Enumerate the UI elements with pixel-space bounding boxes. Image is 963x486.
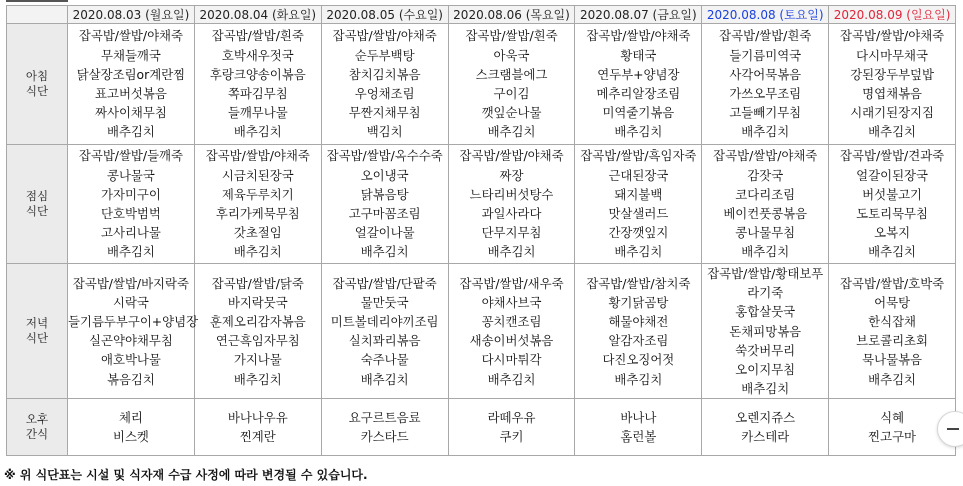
menu-item: 표고버섯볶음: [95, 86, 167, 101]
menu-cell: [702, 145, 829, 264]
menu-item: 황태국: [620, 47, 657, 63]
menu-item: 식혜: [880, 410, 905, 426]
menu-item: 메추리알장조림: [596, 86, 681, 101]
menu-item: 잡곡밥/쌀밥/야채죽: [332, 28, 437, 44]
menu-item: 감잣국: [747, 167, 784, 183]
menu-item: 사각어묵볶음: [729, 66, 802, 82]
menu-item: 잡곡밥/쌀밥/흑임자죽: [580, 148, 697, 164]
meal-plan-table: [6, 5, 956, 456]
menu-item: 쑥갓버무리: [735, 342, 796, 358]
menu-item: 숙주나물: [360, 352, 409, 368]
menu-item: 잡곡밥/쌀밥/견과죽: [840, 148, 945, 164]
menu-item: 시락국: [112, 294, 149, 310]
menu-item: 미역줄기볶음: [602, 105, 675, 121]
menu-item: 코다리조림: [735, 186, 796, 202]
menu-item: 배추김치: [487, 371, 536, 387]
menu-item: 잡곡밥/쌀밥/야채죽: [78, 28, 183, 44]
menu-item: 배추김치: [233, 124, 282, 140]
day-header: 2020.08.06 (목요일): [448, 6, 575, 24]
menu-item: 베이컨풋콩볶음: [723, 206, 808, 221]
menu-item: 배추김치: [233, 244, 282, 260]
menu-item: 물만둣국: [360, 294, 409, 310]
menu-item: 배추김치: [741, 244, 790, 260]
menu-item: 후랑크양송이볶음: [209, 66, 306, 82]
menu-item: 잡곡밥/쌀밥/들깨죽: [78, 148, 183, 164]
menu-item: 잡곡밥/쌀밥/옥수수죽: [326, 148, 443, 164]
row-label-bottom: 식단: [25, 84, 49, 98]
row-label-top: 오후: [25, 412, 49, 427]
menu-item: 야채사브국: [481, 294, 542, 310]
menu-item: 한식잡채: [868, 314, 917, 329]
breakfast-row: [7, 24, 956, 145]
menu-item: 잡곡밥/쌀밥/닭죽: [211, 275, 304, 291]
menu-item: 단호박범벅: [101, 206, 161, 221]
menu-cell: [575, 145, 702, 264]
menu-item: 해물야채전: [608, 314, 669, 329]
menu-cell: [68, 145, 195, 264]
menu-item: 애호박나물: [101, 352, 161, 368]
menu-cell: [702, 24, 829, 145]
menu-item: 깻잎순나물: [481, 105, 542, 121]
menu-item: 꽁치캔조림: [481, 314, 542, 329]
menu-item: 짜사이채무침: [95, 105, 167, 121]
day-header: 2020.08.03 (월요일): [68, 6, 195, 24]
menu-cell: [575, 399, 702, 456]
row-label-top: 저녁: [25, 316, 49, 331]
row-label-bottom: 식단: [25, 331, 49, 346]
menu-item: 맛살샐러드: [608, 206, 669, 221]
menu-cell: [448, 145, 575, 264]
menu-item: 배추김치: [233, 371, 282, 387]
menu-item: 찐계란: [239, 429, 276, 445]
menu-item: 오이지무침: [735, 362, 796, 378]
header-corner: [7, 6, 68, 24]
menu-cell: [321, 399, 448, 456]
menu-item: 배추김치: [868, 124, 917, 140]
menu-cell: [829, 24, 956, 145]
menu-cell: [829, 145, 956, 264]
menu-item: 쿠키: [499, 429, 524, 445]
menu-item: 시래기된장지짐: [850, 105, 934, 121]
menu-cell: [702, 399, 829, 456]
snack-row: [7, 399, 956, 456]
row-label-top: 아침: [25, 69, 49, 83]
menu-item: 오렌지쥬스: [735, 410, 796, 426]
menu-item: 도토리묵무침: [856, 206, 928, 221]
menu-item: 라떼우유: [487, 410, 536, 426]
menu-item: 어묵탕: [874, 294, 911, 310]
menu-item: 스크램블에그: [475, 66, 548, 82]
menu-cell: [575, 264, 702, 399]
menu-item: 배추김치: [741, 381, 790, 397]
row-label: [7, 24, 68, 145]
menu-cell: [448, 399, 575, 456]
menu-item: 연두부+양념장: [597, 66, 680, 82]
menu-item: 갓초절임: [233, 225, 282, 241]
menu-item: 배추김치: [487, 124, 536, 140]
menu-item: 잡곡밥/쌀밥/단팥죽: [332, 275, 437, 291]
menu-item: 훈제오리감자볶음: [209, 314, 306, 329]
menu-item: 라기죽: [747, 285, 784, 301]
menu-item: 근대된장국: [608, 167, 669, 183]
menu-item: 실치꽈리볶음: [348, 333, 421, 349]
row-label: [7, 145, 68, 264]
menu-item: 잡곡밥/쌀밥/참치죽: [586, 275, 691, 291]
menu-cell: [68, 24, 195, 145]
menu-item: 배추김치: [868, 371, 917, 387]
menu-item: 고구마꼼조림: [348, 206, 421, 221]
top-rule: [6, 0, 68, 2]
menu-cell: [68, 264, 199, 399]
menu-item: 가자미구이: [101, 186, 161, 202]
menu-item: 잡곡밥/쌀밥/호박죽: [840, 275, 945, 291]
menu-item: 잡곡밥/쌀밥/새우죽: [459, 275, 564, 291]
menu-item: 연근흑임자무침: [215, 333, 300, 349]
day-header: 2020.08.04 (화요일): [194, 6, 321, 24]
menu-item: 고사리나물: [101, 225, 161, 241]
menu-item: 잡곡밥/쌀밥/황태보푸: [707, 266, 824, 281]
menu-cell: [829, 264, 956, 399]
menu-item: 배추김치: [487, 244, 536, 260]
menu-item: 바나나우유: [227, 410, 288, 426]
menu-item: 과일사라다: [481, 206, 542, 221]
menu-cell: [321, 24, 448, 145]
menu-cell: [321, 264, 448, 399]
menu-item: 간장깻잎지: [608, 225, 669, 241]
day-header-saturday: 2020.08.08 (토요일): [702, 6, 829, 24]
footer-note: ※ 위 식단표는 시설 및 식자재 수급 사정에 따라 변경될 수 있습니다.: [4, 468, 368, 482]
menu-item: 잡곡밥/쌀밥/흰죽: [465, 28, 558, 44]
menu-item: 홈런볼: [620, 429, 657, 445]
menu-cell: [194, 264, 321, 399]
row-label-bottom: 간식: [25, 427, 49, 442]
menu-item: 요구르트음료: [348, 410, 421, 426]
menu-item: 가지나물: [233, 352, 282, 368]
menu-item: 참치김치볶음: [348, 66, 421, 82]
menu-item: 바지락뭇국: [227, 294, 288, 310]
menu-item: 다진오징어젓: [602, 352, 675, 368]
menu-item: 홍합살뭇국: [735, 304, 796, 320]
menu-item: 강된장두부덮밥: [850, 66, 934, 82]
minus-icon: [947, 428, 959, 430]
menu-item: 백김치: [366, 124, 403, 140]
header-row: [7, 6, 956, 24]
menu-item: 얼갈이된장국: [856, 167, 928, 183]
menu-item: 짜장: [499, 167, 524, 183]
menu-cell: [194, 399, 321, 456]
menu-item: 다시마무채국: [856, 47, 928, 63]
menu-item: 잡곡밥/쌀밥/야채죽: [840, 28, 945, 44]
menu-item: 돈채피망볶음: [729, 323, 802, 339]
menu-item: 배추김치: [106, 124, 155, 140]
row-label-top: 점심: [25, 189, 49, 203]
menu-item: 버섯불고기: [862, 186, 923, 202]
menu-cell: [194, 24, 321, 145]
menu-item: 잡곡밥/쌀밥/흰죽: [211, 28, 304, 44]
menu-item: 비스켓: [112, 429, 149, 445]
menu-item: 들깨무나물: [227, 105, 288, 121]
row-label: [7, 264, 68, 399]
menu-item: 알감자조림: [608, 333, 669, 349]
menu-item: 볶음김치: [106, 371, 155, 387]
menu-item: 미트볼데리야끼조림: [330, 314, 439, 329]
menu-item: 고들빼기무침: [729, 105, 802, 121]
menu-item: 오이냉국: [360, 167, 409, 183]
menu-item: 돼지불백: [614, 186, 663, 202]
menu-cell: [702, 264, 829, 399]
menu-item: 후리가케묵무침: [215, 206, 300, 221]
menu-item: 무채들깨국: [101, 47, 161, 63]
menu-item: 닭볶음탕: [360, 186, 409, 202]
menu-item: 닭살장조림or계란찜: [76, 66, 186, 82]
menu-cell: [321, 145, 448, 264]
row-label: [7, 399, 68, 456]
menu-item: 들기름두부구이+양념장: [68, 314, 199, 329]
menu-item: 찐고구마: [868, 429, 917, 445]
menu-item: 명엽채볶음: [862, 86, 923, 101]
menu-item: 잡곡밥/쌀밥/야채죽: [713, 148, 818, 164]
menu-item: 시금치된장국: [221, 167, 294, 183]
menu-cell: [448, 24, 575, 145]
menu-cell: [194, 145, 321, 264]
menu-item: 무짠지채무침: [348, 105, 421, 121]
menu-item: 느타리버섯탕수: [469, 186, 554, 202]
menu-item: 제육두루치기: [221, 186, 294, 202]
menu-item: 바나나: [620, 410, 657, 426]
menu-item: 오복지: [874, 225, 911, 241]
menu-item: 체리: [118, 410, 143, 426]
lunch-row: [7, 145, 956, 264]
menu-cell: [68, 399, 195, 456]
menu-item: 콩나물국: [106, 167, 155, 183]
menu-item: 아욱국: [493, 47, 530, 63]
day-header: 2020.08.05 (수요일): [321, 6, 448, 24]
menu-item: 카스타드: [360, 429, 409, 445]
menu-item: 잡곡밥/쌀밥/야채죽: [205, 148, 310, 164]
menu-item: 묵나물볶음: [862, 352, 923, 368]
menu-item: 배추김치: [360, 244, 409, 260]
menu-item: 카스테라: [741, 429, 790, 445]
menu-item: 잡곡밥/쌀밥/바지락죽: [72, 275, 189, 291]
menu-item: 단무지무침: [481, 225, 542, 241]
menu-item: 콩나물무침: [735, 225, 796, 241]
menu-item: 가쓰오무조림: [729, 86, 802, 101]
menu-item: 브로콜리초회: [856, 333, 928, 349]
menu-item: 배추김치: [614, 244, 663, 260]
menu-item: 배추김치: [614, 371, 663, 387]
menu-item: 배추김치: [106, 244, 155, 260]
menu-item: 새송이버섯볶음: [469, 333, 554, 349]
menu-item: 잡곡밥/쌀밥/야채죽: [459, 148, 564, 164]
menu-item: 얼갈이나물: [354, 225, 415, 241]
menu-item: 우엉채조림: [354, 86, 415, 101]
dinner-row: [7, 264, 956, 399]
menu-item: 구이김: [493, 86, 530, 101]
menu-item: 배추김치: [614, 124, 663, 140]
menu-item: 호박새우젓국: [221, 47, 294, 63]
menu-item: 순두부백탕: [354, 47, 415, 63]
menu-cell: [575, 24, 702, 145]
menu-item: 황기닭곰탕: [608, 294, 669, 310]
menu-item: 배추김치: [741, 124, 790, 140]
menu-item: 잡곡밥/쌀밥/야채죽: [586, 28, 691, 44]
menu-item: 들기름미역국: [729, 47, 802, 63]
day-header: 2020.08.07 (금요일): [575, 6, 702, 24]
menu-item: 잡곡밥/쌀밥/흰죽: [719, 28, 812, 44]
menu-cell: [448, 264, 575, 399]
menu-item: 실곤약야채무침: [89, 333, 173, 349]
menu-item: 배추김치: [868, 244, 917, 260]
day-header-sunday: 2020.08.09 (일요일): [829, 6, 956, 24]
row-label-bottom: 식단: [25, 204, 49, 218]
menu-item: 다시마튀각: [481, 352, 542, 368]
menu-item: 쪽파김무침: [227, 86, 288, 101]
menu-item: 배추김치: [360, 371, 409, 387]
